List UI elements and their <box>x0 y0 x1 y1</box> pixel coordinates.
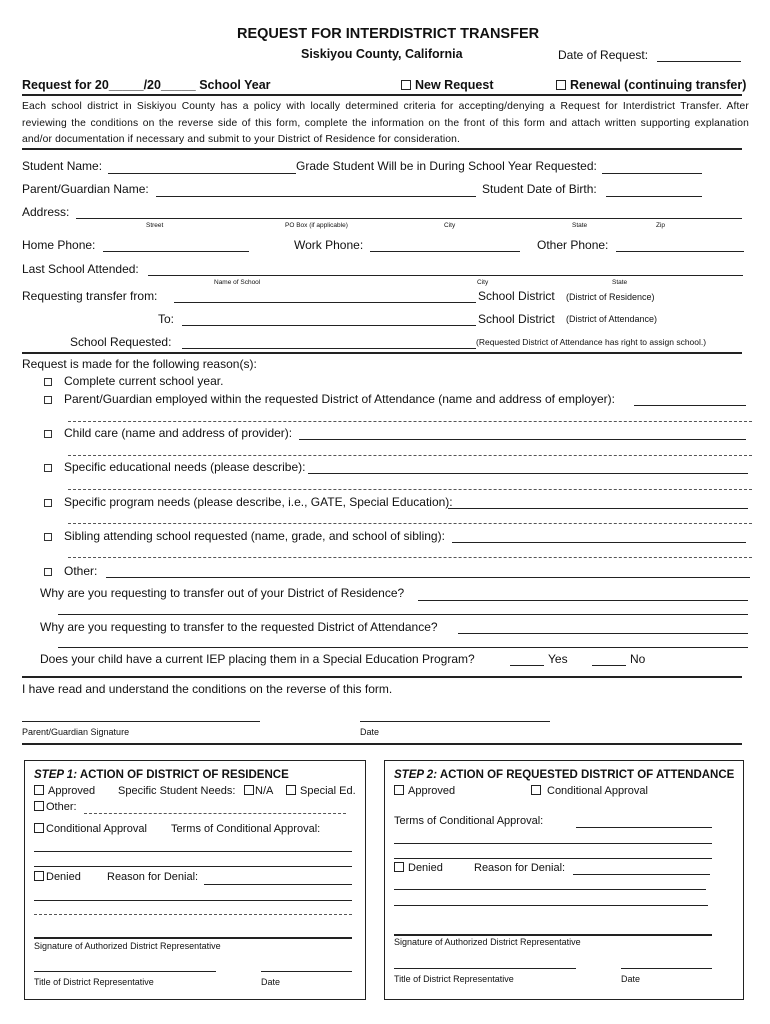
why-to-question: Why are you requesting to transfer to the requested District of Attendance? <box>40 620 438 634</box>
reason-employment-field-2[interactable] <box>68 421 752 422</box>
step2-reason-field-1[interactable] <box>573 874 710 875</box>
step2-approved-option[interactable] <box>394 785 455 797</box>
step1-other-label: Other: <box>46 801 77 813</box>
step1-special-ed-checkbox[interactable] <box>286 785 296 795</box>
step2-title: STEP 2: ACTION OF REQUESTED DISTRICT OF ATTENDANCE <box>394 769 735 781</box>
grade-label: Grade Student Will be in During School Year Requested: <box>296 159 597 173</box>
other-phone-label: Other Phone: <box>537 238 609 252</box>
reason-childcare-label: Child care (name and address of provider): <box>64 426 293 440</box>
step2-signature-label: Signature of Authorized District Representative <box>394 937 581 947</box>
step1-title-field[interactable] <box>34 971 216 972</box>
reason-educational-field[interactable] <box>308 473 748 474</box>
step1-title: STEP 1: ACTION OF DISTRICT OF RESIDENCE <box>34 769 289 781</box>
step1-na-checkbox[interactable] <box>244 785 254 795</box>
step2-reason-field-3[interactable] <box>394 905 708 906</box>
parent-name-label: Parent/Guardian Name: <box>22 182 149 196</box>
reason-program-field-2[interactable] <box>68 523 752 524</box>
step1-title-label: Title of District Representative <box>34 977 154 987</box>
parent-signature-label: Parent/Guardian Signature <box>22 727 130 737</box>
renewal-label: Renewal (continuing transfer) <box>570 78 747 92</box>
step2-signature-field[interactable] <box>394 934 712 936</box>
reason-employment[interactable] <box>44 392 615 406</box>
parent-signature-date-field[interactable] <box>360 721 550 722</box>
reason-educational-checkbox[interactable] <box>44 464 52 472</box>
iep-yes-field[interactable] <box>510 665 544 666</box>
reason-program-field[interactable] <box>448 508 748 509</box>
iep-question: Does your child have a current IEP placing them in a Special Education Program? <box>40 652 475 666</box>
step2-approved-checkbox[interactable] <box>394 785 404 795</box>
school-year-label: Request for 20_____/20_____ School Year <box>22 78 271 92</box>
step1-approved-label: Approved <box>48 785 96 797</box>
other-phone-field[interactable] <box>616 251 744 252</box>
step2-title-label: Title of District Representative <box>394 974 514 984</box>
step2-terms-field-3[interactable] <box>394 858 712 859</box>
step1-special-ed-label: Special Ed. <box>300 785 356 797</box>
step2-reason-label: Reason for Denial: <box>474 862 566 874</box>
home-phone-field[interactable] <box>103 251 249 252</box>
address-city-caption: City <box>444 222 456 229</box>
step1-signature-label: Signature of Authorized District Representative <box>34 941 221 951</box>
reason-childcare-field[interactable] <box>299 439 746 440</box>
requesting-from-field[interactable] <box>174 302 476 303</box>
step1-signature-field[interactable] <box>34 937 352 939</box>
district-of-attendance-caption: (District of Attendance) <box>566 314 658 324</box>
reason-sibling-checkbox[interactable] <box>44 533 52 541</box>
residence-school-district-label: School District <box>478 289 555 303</box>
intro-paragraph: Each school district in Siskiyou County has a policy with locally determined criteria for accepting/denying a Request for Interdistrict Transfer. After reviewing the conditions on the reverse side of this form, complete the information on the front of this form and attach written supporting explanation and/or documentation if necessary and submit to your District of Residence for consideration. <box>22 101 749 145</box>
step1-approved-option[interactable] <box>34 785 95 797</box>
renewal-checkbox[interactable] <box>556 80 566 90</box>
work-phone-field[interactable] <box>370 251 520 252</box>
step1-other-checkbox[interactable] <box>34 801 44 811</box>
step1-denied-option[interactable] <box>34 871 81 883</box>
why-out-field-2[interactable] <box>58 614 748 615</box>
step1-reason-label: Reason for Denial: <box>107 871 199 883</box>
acknowledgement-text: I have read and understand the conditions on the reverse of this form. <box>22 682 393 696</box>
last-school-name-caption: Name of School <box>214 279 261 286</box>
step1-terms-label: Terms of Conditional Approval: <box>171 823 321 835</box>
step2-terms-field-1[interactable] <box>576 827 712 828</box>
reason-educational-field-2[interactable] <box>68 489 752 490</box>
reason-complete-year-checkbox[interactable] <box>44 378 52 386</box>
student-name-label: Student Name: <box>22 159 103 173</box>
step2-terms-field-2[interactable] <box>394 843 712 844</box>
to-label: To: <box>158 312 175 326</box>
step1-conditional-checkbox[interactable] <box>34 823 44 833</box>
step2-reason-field-2[interactable] <box>394 889 706 890</box>
step2-denied-label: Denied <box>408 862 443 874</box>
address-pobox-caption: PO Box (if applicable) <box>285 222 348 229</box>
form-subtitle: Siskiyou County, California <box>301 47 463 61</box>
step1-reason-field-2[interactable] <box>34 900 352 901</box>
reason-childcare-field-2[interactable] <box>68 455 752 456</box>
step2-denied-option[interactable] <box>394 862 443 874</box>
school-requested-field[interactable] <box>182 348 476 349</box>
parent-signature-field[interactable] <box>22 721 260 722</box>
address-street-caption: Street <box>146 222 164 229</box>
grade-field[interactable] <box>602 173 702 174</box>
step1-terms-field-2[interactable] <box>34 866 352 867</box>
new-request-checkbox[interactable] <box>401 80 411 90</box>
step1-other-option[interactable] <box>34 801 77 813</box>
step1-special-ed-option[interactable] <box>286 785 356 797</box>
step2-title-field[interactable] <box>394 968 576 969</box>
step2-conditional-option[interactable] <box>531 785 648 797</box>
reasons-divider <box>22 676 742 678</box>
reason-educational[interactable] <box>44 460 305 474</box>
reason-other[interactable] <box>44 564 97 578</box>
requesting-from-label: Requesting transfer from: <box>22 289 158 303</box>
step1-specific-needs-label: Specific Student Needs: <box>118 785 236 797</box>
step1-reason-field-3[interactable] <box>34 914 352 915</box>
step2-approved-label: Approved <box>408 785 456 797</box>
acknowledgement-divider <box>22 743 742 745</box>
step1-terms-field-1[interactable] <box>34 851 352 852</box>
new-request-label: New Request <box>415 78 494 92</box>
reason-program-label: Specific program needs (please describe, i.e., GATE, Special Education): <box>64 495 453 509</box>
step1-date-label: Date <box>261 977 281 987</box>
reason-other-field[interactable] <box>106 577 750 578</box>
attendance-school-district-label: School District <box>478 312 555 326</box>
step1-approved-checkbox[interactable] <box>34 785 44 795</box>
reason-employment-checkbox[interactable] <box>44 396 52 404</box>
why-to-field[interactable] <box>458 633 748 634</box>
step1-date-field[interactable] <box>261 971 352 972</box>
step2-denied-checkbox[interactable] <box>394 862 404 872</box>
reason-program-checkbox[interactable] <box>44 499 52 507</box>
step2-date-label: Date <box>621 974 641 984</box>
step1-other-field[interactable] <box>84 813 346 814</box>
work-phone-label: Work Phone: <box>294 238 364 252</box>
reason-sibling-field[interactable] <box>452 542 746 543</box>
step2-conditional-checkbox[interactable] <box>531 785 541 795</box>
date-of-request-field[interactable] <box>657 61 741 62</box>
new-request-option[interactable] <box>401 78 494 92</box>
school-requested-note: (Requested District of Attendance has right to assign school.) <box>476 337 707 347</box>
step2-terms-label: Terms of Conditional Approval: <box>394 815 544 827</box>
step2-date-field[interactable] <box>621 968 712 969</box>
intro-divider <box>22 148 742 150</box>
address-field[interactable] <box>76 218 742 219</box>
why-to-field-2[interactable] <box>58 647 748 648</box>
step1-na-label: N/A <box>255 785 274 797</box>
step1-denied-label: Denied <box>46 871 81 883</box>
step1-denied-checkbox[interactable] <box>34 871 44 881</box>
reason-sibling[interactable] <box>44 529 445 543</box>
step1-reason-field-1[interactable] <box>204 884 352 885</box>
school-requested-label: School Requested: <box>70 335 172 349</box>
date-of-request-label: Date of Request: <box>558 48 649 62</box>
last-school-label: Last School Attended: <box>22 262 139 276</box>
reason-other-checkbox[interactable] <box>44 568 52 576</box>
step1-conditional-label: Conditional Approval <box>46 823 147 835</box>
reason-childcare[interactable] <box>44 426 292 440</box>
reason-complete-year-label: Complete current school year. <box>64 374 224 388</box>
reason-educational-label: Specific educational needs (please describe): <box>64 460 306 474</box>
reason-complete-year[interactable] <box>44 374 223 388</box>
dob-label: Student Date of Birth: <box>482 182 597 196</box>
reason-sibling-label: Sibling attending school requested (name, grade, and school of sibling): <box>64 529 445 543</box>
why-out-question: Why are you requesting to transfer out of your District of Residence? <box>40 586 405 600</box>
district-of-residence-caption: (District of Residence) <box>566 292 655 302</box>
form-title: REQUEST FOR INTERDISTRICT TRANSFER <box>237 26 540 42</box>
reason-childcare-checkbox[interactable] <box>44 430 52 438</box>
iep-no-label: No <box>630 652 646 666</box>
header-divider <box>22 94 742 96</box>
reason-sibling-field-2[interactable] <box>68 557 752 558</box>
last-school-field[interactable] <box>148 275 743 276</box>
iep-yes-label: Yes <box>548 652 568 666</box>
renewal-option[interactable] <box>556 78 746 92</box>
dob-field[interactable] <box>606 196 702 197</box>
parent-signature-date-label: Date <box>360 727 380 737</box>
reason-employment-label: Parent/Guardian employed within the requested District of Attendance (name and address of employer): <box>64 392 615 406</box>
iep-no-field[interactable] <box>592 665 626 666</box>
last-school-city-caption: City <box>477 279 489 286</box>
student-section-divider <box>22 352 742 354</box>
reasons-heading: Request is made for the following reason(s): <box>22 357 257 371</box>
step1-conditional-option[interactable] <box>34 823 147 835</box>
address-zip-caption: Zip <box>656 222 666 229</box>
transfer-to-field[interactable] <box>182 325 476 326</box>
step2-conditional-label: Conditional Approval <box>547 785 648 797</box>
reason-program[interactable] <box>44 495 453 509</box>
address-label: Address: <box>22 205 70 219</box>
home-phone-label: Home Phone: <box>22 238 96 252</box>
why-out-field[interactable] <box>418 600 748 601</box>
last-school-state-caption: State <box>612 279 628 286</box>
student-name-field[interactable] <box>108 173 296 174</box>
reason-other-label: Other: <box>64 564 98 578</box>
step1-na-option[interactable] <box>244 785 273 797</box>
parent-name-field[interactable] <box>156 196 476 197</box>
address-state-caption: State <box>572 222 588 229</box>
reason-employment-field[interactable] <box>634 405 746 406</box>
